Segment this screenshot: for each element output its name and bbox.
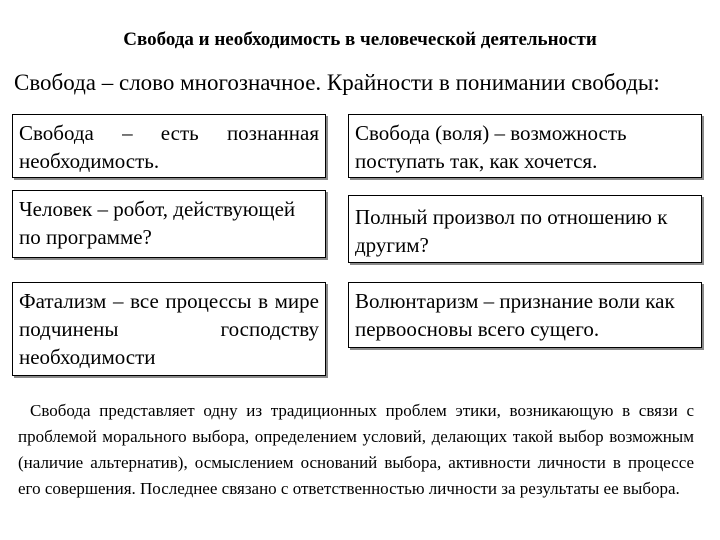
intro-text: Свобода – слово многозначное. Крайности в понимании свободы:	[14, 70, 660, 95]
box-free-will: Свобода (воля) – возможность поступать так, как хочется.	[348, 114, 702, 178]
page-title: Свобода и необходимость в человеческой деятельности	[123, 29, 597, 50]
box-fatalism: Фатализм – все процессы в мире подчинены господству необходимости	[12, 282, 326, 376]
box-human-robot: Человек – робот, действующей по программе?	[12, 190, 326, 258]
box-known-necessity: Свобода – есть познанная необходимость.	[12, 114, 326, 178]
box-full-arbitrariness: Полный произвол по отношению к другим?	[348, 195, 702, 263]
box-voluntarism: Волюнтаризм – признание воли как первоосновы всего сущего.	[348, 282, 702, 348]
body-paragraph: Свобода представляет одну из традиционных проблем этики, возникающую в связи с проблемой морального выбора, определением условий, делающих такой выбор возможным (наличие альтернатив), осмыслением оснований выбора, активности личности в процессе его совершения. Последнее связано с ответственностью личности за результаты ее выбора.	[18, 401, 694, 498]
